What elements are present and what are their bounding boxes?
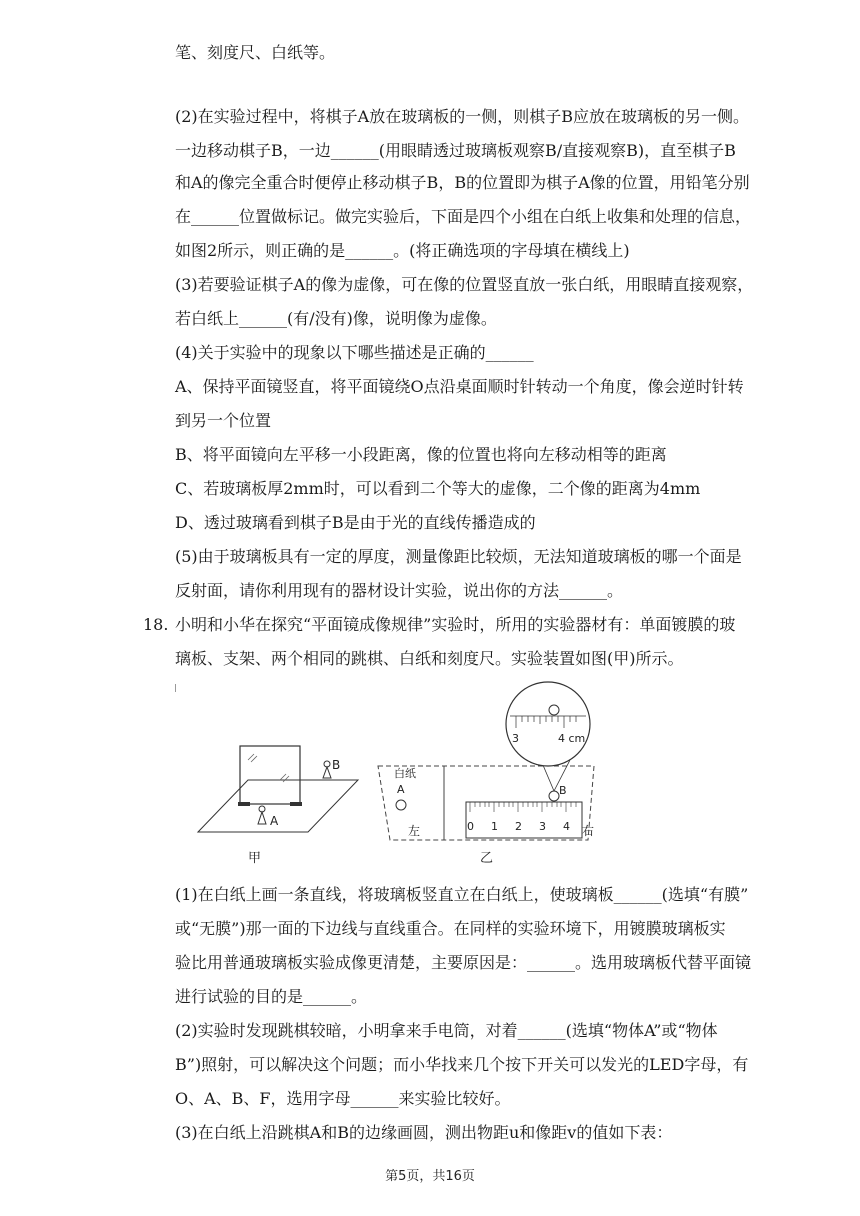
text-line: 在______位置做标记。做完实验后，下面是四个小组在白纸上收集和处理的信息， xyxy=(175,207,752,226)
figure-experiment xyxy=(150,680,630,870)
ruler-tick: 4 xyxy=(563,820,570,833)
text-line: (5)由于玻璃板具有一定的厚度，测量像距比较烦，无法知道玻璃板的哪一个面是 xyxy=(175,547,742,566)
text-line: C、若玻璃板厚2mm时，可以看到二个等大的虚像，二个像的距离为4mm xyxy=(175,479,701,498)
text-line: (3)在白纸上沿跳棋A和B的边缘画圆，测出物距u和像距v的值如下表： xyxy=(175,1123,673,1142)
text-line: 笔、刻度尺、白纸等。 xyxy=(175,43,336,62)
label-a: A xyxy=(270,814,279,828)
page-footer: 第5页，共16页 xyxy=(385,1169,475,1184)
text-line: 到另一个位置 xyxy=(175,411,272,430)
figure-jia xyxy=(198,746,358,866)
text-line: A、保持平面镜竖直，将平面镜绕O点沿桌面顺时针转动一个角度，像会逆时针转 xyxy=(175,377,744,396)
label-a-yi: A xyxy=(397,783,405,796)
text-line: 若白纸上______(有/没有)像，说明像为虚像。 xyxy=(175,309,497,328)
label-b: B xyxy=(332,758,341,772)
text-line: 反射面，请你利用现有的器材设计实验，说出你的方法______。 xyxy=(175,581,624,600)
label-paper: 白纸 xyxy=(394,767,416,780)
text-line: B”)照射，可以解决这个问题；而小华找来几个按下开关可以发光的LED字母，有 xyxy=(175,1055,749,1074)
text-line: 小明和小华在探究“平面镜成像规律”实验时，所用的实验器材有：单面镀膜的玻 xyxy=(175,615,736,634)
text-line: (4)关于实验中的现象以下哪些描述是正确的______ xyxy=(175,343,534,362)
label-right: 右 xyxy=(582,824,595,838)
text-line: D、透过玻璃看到棋子B是由于光的直线传播造成的 xyxy=(175,513,536,532)
text-line: O、A、B、F，选用字母______来实验比较好。 xyxy=(175,1089,511,1108)
ruler-tick: 1 xyxy=(491,820,498,833)
zoom-tick: 3 xyxy=(512,732,519,745)
text-line: (2)在实验过程中，将棋子A放在玻璃板的一侧，则棋子B应放在玻璃板的另一侧。 xyxy=(175,107,749,126)
figure-yi xyxy=(378,682,594,866)
zoom-tick: 4 cm xyxy=(558,732,586,745)
text-line: 和A的像完全重合时便停止移动棋子B，B的位置即为棋子A像的位置，用铅笔分别 xyxy=(175,173,750,192)
text-line: 进行试验的目的是______。 xyxy=(175,987,368,1006)
text-line: 或“无膜”)那一面的下边线与直线重合。在同样的实验环境下，用镀膜玻璃板实 xyxy=(175,919,726,938)
text-line: 验比用普通玻璃板实验成像更清楚，主要原因是：______。选用玻璃板代替平面镜 xyxy=(175,953,752,972)
text-line: (2)实验时发现跳棋较暗，小明拿来手电筒，对着______(选填“物体A”或“物体 xyxy=(175,1021,718,1040)
text-line: 一边移动棋子B，一边______(用眼睛透过玻璃板观察B/直接观察B)，直至棋子B xyxy=(175,141,736,160)
text-line: B、将平面镜向左平移一小段距离，像的位置也将向左移动相等的距离 xyxy=(175,445,667,464)
ruler-tick: 3 xyxy=(539,820,546,833)
question-number: 18. xyxy=(143,615,169,634)
text-line: (3)若要验证棋子A的像为虚像，可在像的位置竖直放一张白纸，用眼睛直接观察， xyxy=(175,275,754,294)
text-line: 如图2所示，则正确的是______。(将正确选项的字母填在横线上) xyxy=(175,241,630,260)
caption-jia: 甲 xyxy=(248,851,262,866)
text-line: (1)在白纸上画一条直线，将玻璃板竖直立在白纸上，使玻璃板______(选填“有膜” xyxy=(175,885,749,904)
ruler-tick: 0 xyxy=(467,820,474,833)
label-b-yi: B xyxy=(559,784,567,797)
ruler-tick: 2 xyxy=(515,820,522,833)
label-left: 左 xyxy=(408,824,421,838)
text-line: 璃板、支架、两个相同的跳棋、白纸和刻度尺。实验装置如图(甲)所示。 xyxy=(175,649,684,668)
caption-yi: 乙 xyxy=(480,851,494,866)
